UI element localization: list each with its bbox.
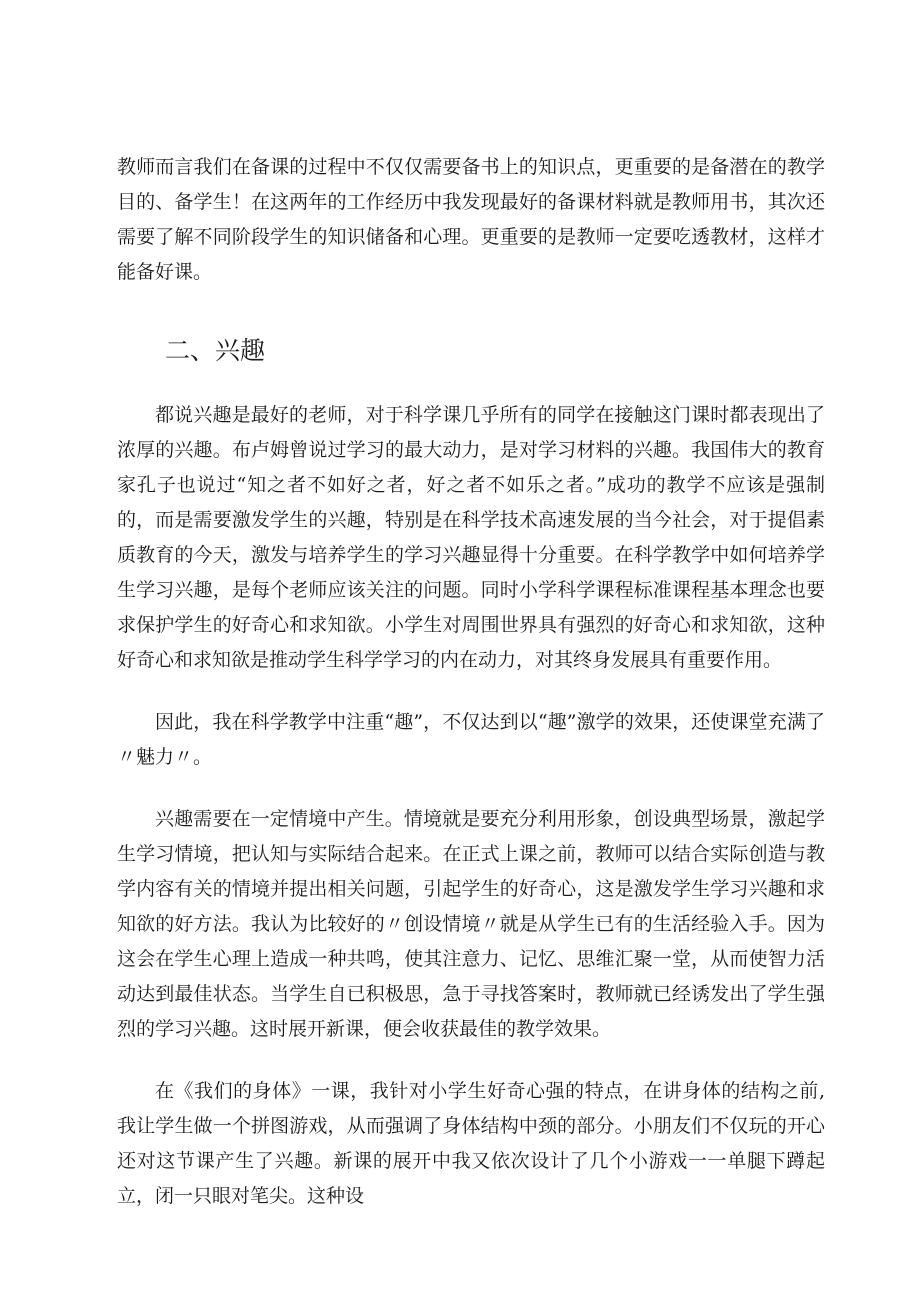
paragraph-interest-intro: 都说兴趣是最好的老师，对于科学课几乎所有的同学在接触这门课时都表现出了浓厚的兴趣。布卢姆曾说过学习的最大动力，是对学习材料的兴趣。我国伟大的教育家孔子也说过“知之者不如好之者，好之者不如乐之者。”成功的教学不应该是强制的，而是需要激发学生的兴趣，特别是在科学技术高速发展的当今社会，对于提倡素质教育的今天，激发与培养学生的学习兴趣显得十分重要。在科学教学中如何培养学生学习兴趣，是每个老师应该关注的问题。同时小学科学课程标准课程基本理念也要求保护学生的好奇心和求知欲。小学生对周围世界具有强烈的好奇心和求知欲，这种好奇心和求知欲是推动学生科学学习的内在动力，对其终身发展具有重要作用。 [117, 404, 825, 671]
paragraph-charm: 因此，我在科学教学中注重“趣”，不仅达到以“趣”激学的效果，还使课堂充满了〃魅力〃。 [117, 711, 825, 768]
section-heading: 二、兴趣 [165, 336, 266, 365]
paragraph-lesson-example: 在《我们的身体》一课，我针对小学生好奇心强的特点，在讲身体的结构之前,我让学生做一个拼图游戏，从而强调了身体结构中颈的部分。小朋友们不仅玩的开心还对这节课产生了兴趣。新课的展开中我又依次设计了几个小游戏一一单腿下蹲起立，闭一只眼对笔尖。这种设 [117, 1080, 825, 1207]
paragraph-intro: 教师而言我们在备课的过程中不仅仅需要备书上的知识点，更重要的是备潜在的教学目的、备学生！在这两年的工作经历中我发现最好的备课材料就是教师用书，其次还需要了解不同阶段学生的知识储备和心理。更重要的是教师一定要吃透教材，这样才能备好课。 [117, 156, 825, 283]
document-page [117, 150, 825, 1214]
paragraph-situation: 兴趣需要在一定情境中产生。情境就是要充分利用形象，创设典型场景，激起学生学习情境，把认知与实际结合起来。在正式上课之前，教师可以结合实际创造与教学内容有关的情境并提出相关问题，引起学生的好奇心，这是激发学生学习兴趣和求知欲的好方法。我认为比较好的〃创设情境〃就是从学生已有的生活经验入手。因为这会在学生心理上造成一种共鸣，使其注意力、记忆、思维汇聚一堂，从而使智力活动达到最佳状态。当学生自已积极思，急于寻找答案时，教师就已经诱发出了学生强烈的学习兴趣。这时展开新课，便会收获最佳的教学效果。 [117, 808, 825, 1040]
